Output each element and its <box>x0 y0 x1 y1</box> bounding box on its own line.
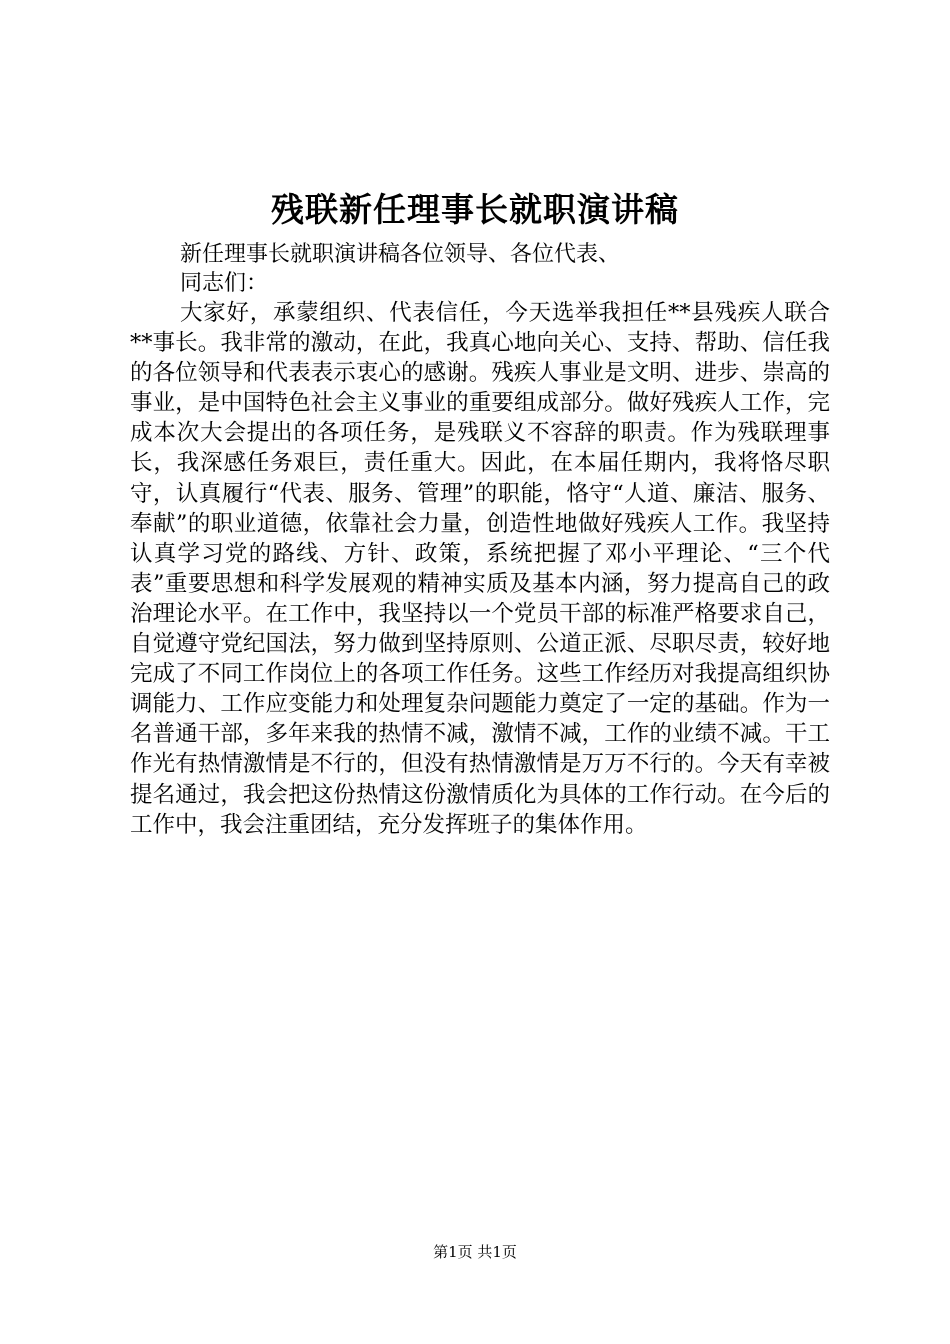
document-title: 残联新任理事长就职演讲稿 <box>271 190 679 229</box>
body-paragraph: 大家好，承蒙组织、代表信任，今天选举我担任**县残疾人联合**事长。我非常的激动，在此，我真心地向关心、支持、帮助、信任我的各位领导和代表表示衷心的感谢。残疾人事业是文明、进步、崇高的事业，是中国特色社会主义事业的重要组成部分。做好残疾人工作，完成本次大会提出的各项任务，是残联义不容辞的职责。作为残联理事长，我深感任务艰巨，责任重大。因此，在本届任期内，我将恪尽职守，认真履行“代表、服务、管理”的职能，恪守“人道、廉洁、服务、奉献”的职业道德，依靠社会力量，创造性地做好残疾人工作。我坚持认真学习党的路线、方针、政策，系统把握了邓小平理论、“三个代表”重要思想和科学发展观的精神实质及基本内涵，努力提高自己的政治理论水平。在工作中，我坚持以一个党员干部的标准严格要求自己，自觉遵守党纪国法，努力做到坚持原则、公道正派、尽职尽责，较好地完成了不同工作岗位上的各项工作任务。这些工作经历对我提高组织协调能力、工作应变能力和处理复杂问题能力奠定了一定的基础。作为一名普通干部，多年来我的热情不减，激情不减，工作的业绩不减。干工作光有热情激情是不行的，但没有热情激情是万万不行的。今天有幸被提名通过，我会把这份热情这份激情质化为具体的工作行动。在今后的工作中，我会注重团结，充分发挥班子的集体作用。 <box>130 300 830 838</box>
salutation-line-2: 同志们： <box>180 271 269 296</box>
salutation-line-1: 新任理事长就职演讲稿各位领导、各位代表、 <box>180 242 621 267</box>
page-footer: 第1页 共1页 <box>433 1243 517 1261</box>
